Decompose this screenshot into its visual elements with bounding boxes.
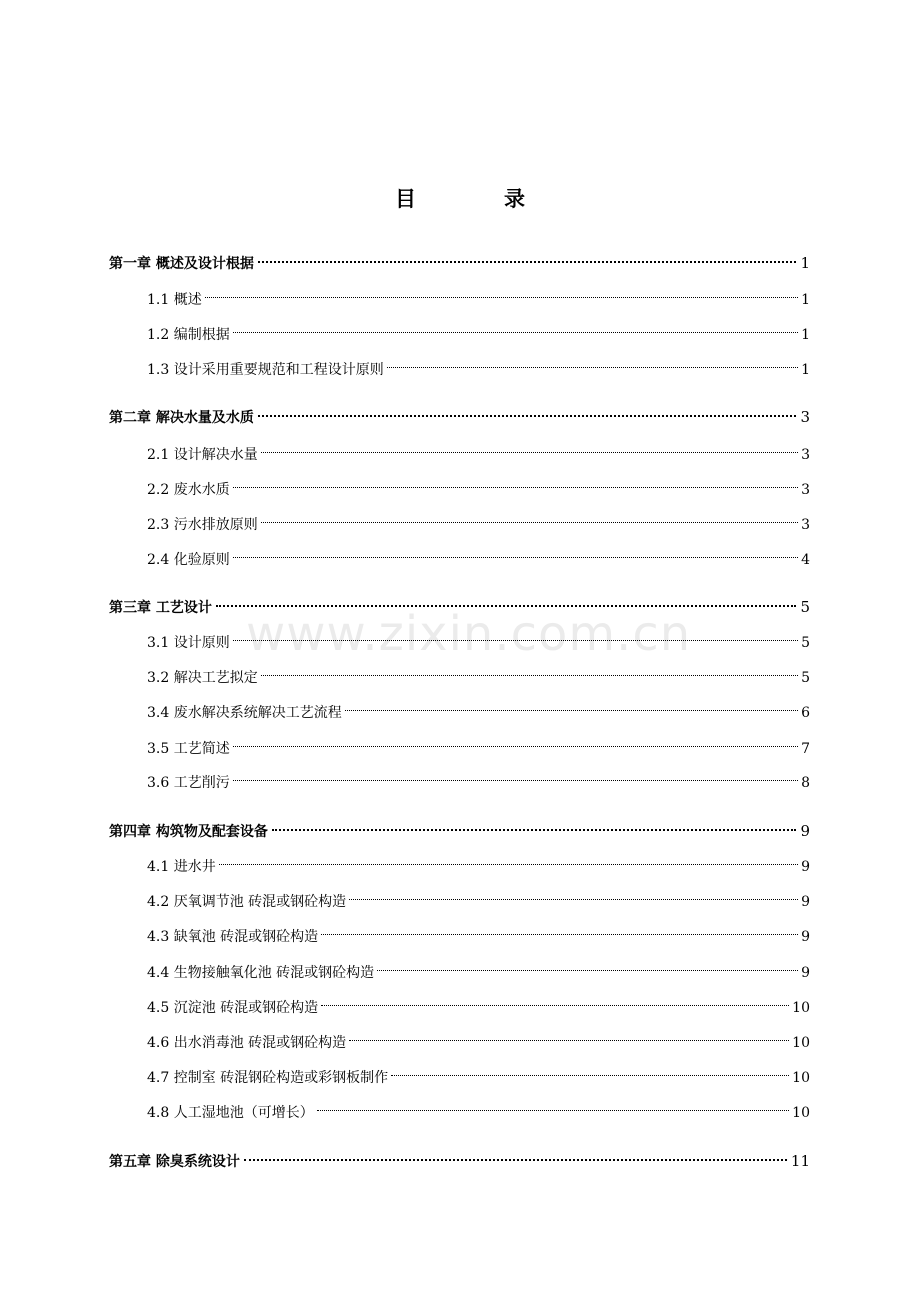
toc-entry-label: 4.7 控制室 砖混钢砼构造或彩钢板制作 [147, 1070, 389, 1086]
toc-page-number: 5 [800, 598, 810, 616]
toc-section-entry[interactable] [147, 437, 810, 463]
toc-dot-leader [232, 625, 799, 647]
toc-dot-leader [232, 472, 799, 494]
toc-entry-label: 第三章 工艺设计 [109, 600, 212, 616]
toc-entry-label: 3.1 设计原则 [147, 635, 230, 651]
toc-page-number: 3 [800, 408, 810, 426]
toc-entry-label: 第二章 解决水量及水质 [109, 410, 254, 426]
toc-dot-leader [232, 542, 799, 564]
toc-entry-label: 第五章 除臭系统设计 [109, 1154, 240, 1170]
toc-dot-leader [232, 731, 799, 753]
toc-page-number: 3 [801, 482, 810, 498]
toc-dot-leader [204, 282, 799, 304]
toc-page-number: 9 [801, 929, 810, 945]
toc-chapter-entry[interactable] [109, 246, 810, 272]
toc-page-number: 10 [792, 1000, 810, 1016]
toc-entry-label: 4.2 厌氧调节池 砖混或钢砼构造 [147, 894, 347, 910]
toc-dot-leader [214, 590, 799, 612]
toc-dot-leader [260, 660, 799, 682]
toc-dot-leader [232, 765, 799, 787]
toc-page-number: 9 [801, 965, 810, 981]
toc-title [0, 184, 920, 214]
toc-entry-label: 1.3 设计采用重要规范和工程设计原则 [147, 362, 384, 378]
toc-dot-leader [260, 437, 799, 459]
toc-entry-label: 1.2 编制根据 [147, 327, 230, 343]
toc-section-entry[interactable] [147, 884, 810, 910]
toc-page-number: 11 [790, 1152, 810, 1170]
toc-page-number: 6 [801, 705, 810, 721]
toc-page-number: 1 [801, 292, 810, 308]
toc-page-number: 3 [801, 517, 810, 533]
toc-page-number: 1 [801, 362, 810, 378]
toc-title-char-1: 目 [395, 187, 416, 211]
toc-page-number: 8 [801, 775, 810, 791]
toc-page-number: 4 [801, 552, 810, 568]
toc-entry-label: 2.1 设计解决水量 [147, 447, 258, 463]
toc-page-number: 9 [801, 894, 810, 910]
toc-entry-label: 2.4 化验原则 [147, 552, 230, 568]
toc-entry-label: 第一章 概述及设计根据 [109, 256, 254, 272]
toc-section-entry[interactable] [147, 472, 810, 498]
toc-section-entry[interactable] [147, 849, 810, 875]
toc-page-number: 3 [801, 447, 810, 463]
toc-page-number: 9 [800, 822, 810, 840]
toc-dot-leader [242, 1144, 789, 1166]
toc-dot-leader [316, 1095, 790, 1117]
toc-section-entry[interactable] [147, 352, 810, 378]
toc-entry-label: 4.3 缺氧池 砖混或钢砼构造 [147, 929, 319, 945]
toc-dot-leader [376, 955, 799, 977]
toc-section-entry[interactable] [147, 955, 810, 981]
toc-page-number: 5 [801, 670, 810, 686]
toc-section-entry[interactable] [147, 542, 810, 568]
toc-dot-leader [260, 507, 799, 529]
toc-dot-leader [320, 919, 799, 941]
toc-dot-leader [218, 849, 799, 871]
toc-section-entry[interactable] [147, 765, 810, 791]
toc-section-entry[interactable] [147, 317, 810, 343]
toc-page-number: 9 [801, 859, 810, 875]
toc-dot-leader [256, 400, 799, 422]
toc-entry-label: 3.6 工艺削污 [147, 775, 230, 791]
toc-entry-label: 3.5 工艺简述 [147, 741, 230, 757]
toc-dot-leader [344, 695, 799, 717]
toc-dot-leader [232, 317, 799, 339]
toc-dot-leader [348, 884, 799, 906]
toc-entry-label: 2.3 污水排放原则 [147, 517, 258, 533]
toc-chapter-entry[interactable] [109, 400, 810, 426]
toc-section-entry[interactable] [147, 990, 810, 1016]
toc-section-entry[interactable] [147, 731, 810, 757]
toc-entry-label: 2.2 废水水质 [147, 482, 230, 498]
toc-chapter-entry[interactable] [109, 1144, 810, 1170]
toc-dot-leader [320, 990, 790, 1012]
toc-dot-leader [270, 814, 799, 836]
toc-section-entry[interactable] [147, 1025, 810, 1051]
toc-title-char-2: 录 [504, 187, 525, 211]
toc-entry-label: 第四章 构筑物及配套设备 [109, 824, 268, 840]
toc-section-entry[interactable] [147, 660, 810, 686]
toc-page-number: 7 [801, 741, 810, 757]
toc-dot-leader [390, 1060, 790, 1082]
toc-chapter-entry[interactable] [109, 590, 810, 616]
toc-page-number: 10 [792, 1035, 810, 1051]
toc-dot-leader [386, 352, 799, 374]
toc-section-entry[interactable] [147, 1095, 810, 1121]
toc-section-entry[interactable] [147, 1060, 810, 1086]
toc-entry-label: 4.5 沉淀池 砖混或钢砼构造 [147, 1000, 319, 1016]
toc-entry-label: 3.2 解决工艺拟定 [147, 670, 258, 686]
toc-dot-leader [348, 1025, 790, 1047]
toc-page-number: 5 [801, 635, 810, 651]
toc-section-entry[interactable] [147, 282, 810, 308]
toc-dot-leader [256, 246, 799, 268]
toc-entry-label: 4.1 进水井 [147, 859, 216, 875]
watermark: www.zixin.com.cn [246, 606, 692, 662]
toc-page-number: 10 [792, 1070, 810, 1086]
toc-section-entry[interactable] [147, 919, 810, 945]
toc-page-number: 1 [800, 254, 810, 272]
toc-page-number: 1 [801, 327, 810, 343]
toc-entry-label: 1.1 概述 [147, 292, 202, 308]
toc-chapter-entry[interactable] [109, 814, 810, 840]
toc-page-number: 10 [792, 1105, 810, 1121]
toc-entry-label: 4.8 人工湿地池（可增长） [147, 1105, 314, 1121]
toc-entry-label: 4.6 出水消毒池 砖混或钢砼构造 [147, 1035, 347, 1051]
toc-section-entry[interactable] [147, 695, 810, 721]
toc-section-entry[interactable] [147, 507, 810, 533]
toc-entry-label: 4.4 生物接触氧化池 砖混或钢砼构造 [147, 965, 375, 981]
toc-entry-label: 3.4 废水解决系统解决工艺流程 [147, 705, 342, 721]
toc-section-entry[interactable] [147, 625, 810, 651]
